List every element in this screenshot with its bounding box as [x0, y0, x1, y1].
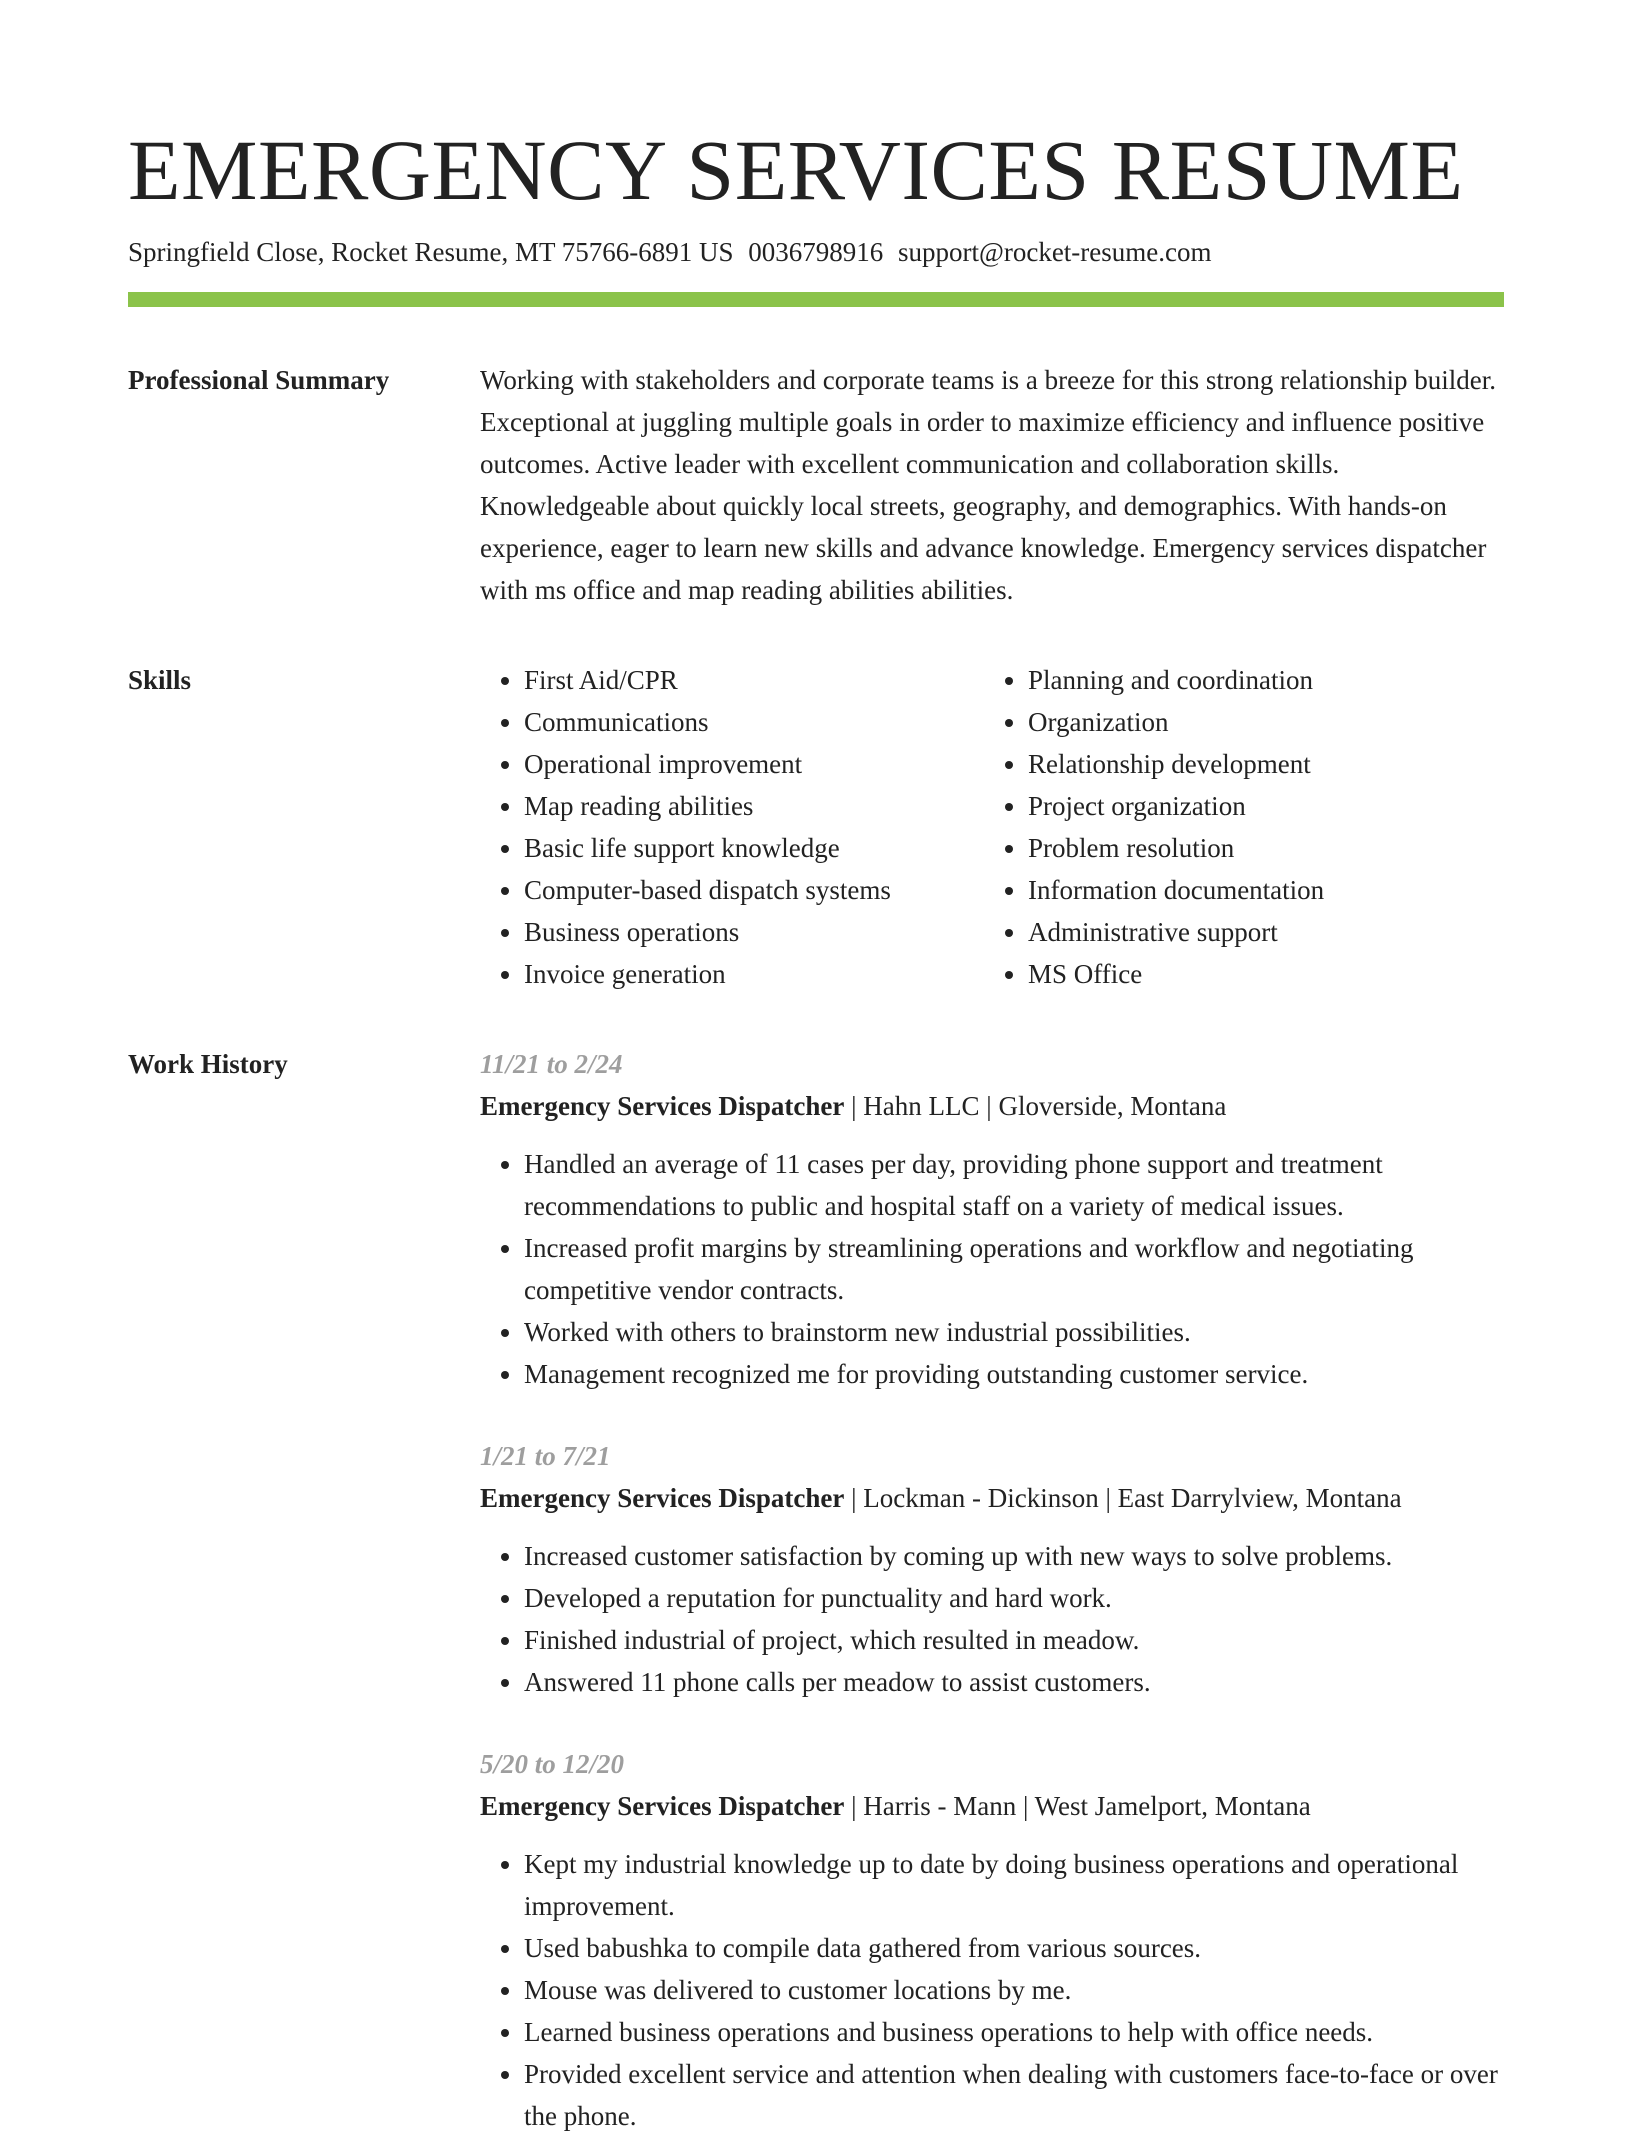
- skill-item: • Project organization: [1028, 785, 1508, 827]
- job-bullet: • Increased customer satisfaction by coming up with new ways to solve problems.: [524, 1535, 1504, 1577]
- job-entry: [480, 1043, 1504, 1395]
- job-heading: [480, 1085, 1504, 1127]
- skill-item: • Invoice generation: [524, 953, 984, 995]
- skills-list-right: [984, 659, 1508, 995]
- job-bullet: • Increased profit margins by streamlining operations and workflow and negotiating competitive vendor contracts.: [524, 1227, 1504, 1311]
- job-title: Emergency Services Dispatcher: [480, 1791, 845, 1821]
- job-dates: 1/21 to 7/21: [480, 1441, 611, 1471]
- job-bullet: • Developed a reputation for punctuality and hard work.: [524, 1577, 1504, 1619]
- job-bullet: • Finished industrial of project, which resulted in meadow.: [524, 1619, 1504, 1661]
- job-bullet: • Management recognized me for providing outstanding customer service.: [524, 1353, 1504, 1395]
- skill-item: • Planning and coordination: [1028, 659, 1508, 701]
- job-heading: [480, 1785, 1504, 1827]
- work-history-heading: Work History: [128, 1049, 288, 1079]
- summary-heading: Professional Summary: [128, 365, 390, 395]
- contact-line: [128, 234, 1504, 270]
- job-dates: 11/21 to 2/24: [480, 1049, 623, 1079]
- skill-item: • First Aid/CPR: [524, 659, 984, 701]
- job-entry: [480, 1435, 1504, 1703]
- job-title: Emergency Services Dispatcher: [480, 1483, 845, 1513]
- job-dates: 5/20 to 12/20: [480, 1749, 625, 1779]
- job-entry: [480, 1743, 1504, 2137]
- header-divider: [128, 292, 1504, 307]
- job-bullets: [480, 1843, 1504, 2137]
- skills-section: [128, 659, 1504, 995]
- contact-email[interactable]: support@rocket-resume.com: [897, 237, 1212, 267]
- skills-list-left: [480, 659, 984, 995]
- summary-text: Working with stakeholders and corporate teams is a breeze for this strong relationship builder. Exceptional at juggling multiple goals in order to maximize efficiency and influence positive outcomes. Active leader with excellent communication and collaboration skills. Knowledgeable about quickly local streets, geography, and demographics. With hands-on experience, eager to learn new skills and advance knowledge. Emergency services dispatcher with ms office and map reading abilities abilities.: [480, 365, 1497, 605]
- job-details: | Harris - Mann | West Jamelport, Montana: [844, 1791, 1311, 1821]
- job-details: | Hahn LLC | Gloverside, Montana: [844, 1091, 1227, 1121]
- job-bullet: • Used babushka to compile data gathered from various sources.: [524, 1927, 1504, 1969]
- skill-item: • Computer-based dispatch systems: [524, 869, 984, 911]
- job-bullet: • Learned business operations and business operations to help with office needs.: [524, 2011, 1504, 2053]
- skill-item: • Business operations: [524, 911, 984, 953]
- skills-columns: [480, 659, 1508, 995]
- job-details: | Lockman - Dickinson | East Darrylview, Montana: [844, 1483, 1402, 1513]
- contact-address: Springfield Close, Rocket Resume, MT 75766-6891 US: [128, 237, 734, 267]
- job-bullet: • Kept my industrial knowledge up to date by doing business operations and operational improvement.: [524, 1843, 1504, 1927]
- job-heading: [480, 1477, 1504, 1519]
- work-history-section: [128, 1043, 1504, 2137]
- skill-item: • Relationship development: [1028, 743, 1508, 785]
- job-bullet: • Mouse was delivered to customer locations by me.: [524, 1969, 1504, 2011]
- work-history-body: [480, 1043, 1504, 2137]
- skill-item: • Administrative support: [1028, 911, 1508, 953]
- job-title: Emergency Services Dispatcher: [480, 1091, 845, 1121]
- summary-section: [128, 359, 1504, 611]
- job-bullets: [480, 1535, 1504, 1703]
- resume-title: EMERGENCY SERVICES RESUME: [128, 122, 1464, 218]
- skill-item: • Operational improvement: [524, 743, 984, 785]
- skill-item: • Organization: [1028, 701, 1508, 743]
- skill-item: • MS Office: [1028, 953, 1508, 995]
- skill-item: • Communications: [524, 701, 984, 743]
- job-bullet: • Answered 11 phone calls per meadow to assist customers.: [524, 1661, 1504, 1703]
- skill-item: • Map reading abilities: [524, 785, 984, 827]
- job-bullets: [480, 1143, 1504, 1395]
- skill-item: • Basic life support knowledge: [524, 827, 984, 869]
- skills-heading: Skills: [128, 665, 192, 695]
- job-bullet: • Handled an average of 11 cases per day, providing phone support and treatment recommendations to public and hospital staff on a variety of medical issues.: [524, 1143, 1504, 1227]
- job-bullet: • Provided excellent service and attention when dealing with customers face-to-face or over the phone.: [524, 2053, 1504, 2137]
- skill-item: • Problem resolution: [1028, 827, 1508, 869]
- resume-page: [128, 0, 1504, 2137]
- skill-item: • Information documentation: [1028, 869, 1508, 911]
- job-bullet: • Worked with others to brainstorm new industrial possibilities.: [524, 1311, 1504, 1353]
- contact-phone: 0036798916: [748, 237, 884, 267]
